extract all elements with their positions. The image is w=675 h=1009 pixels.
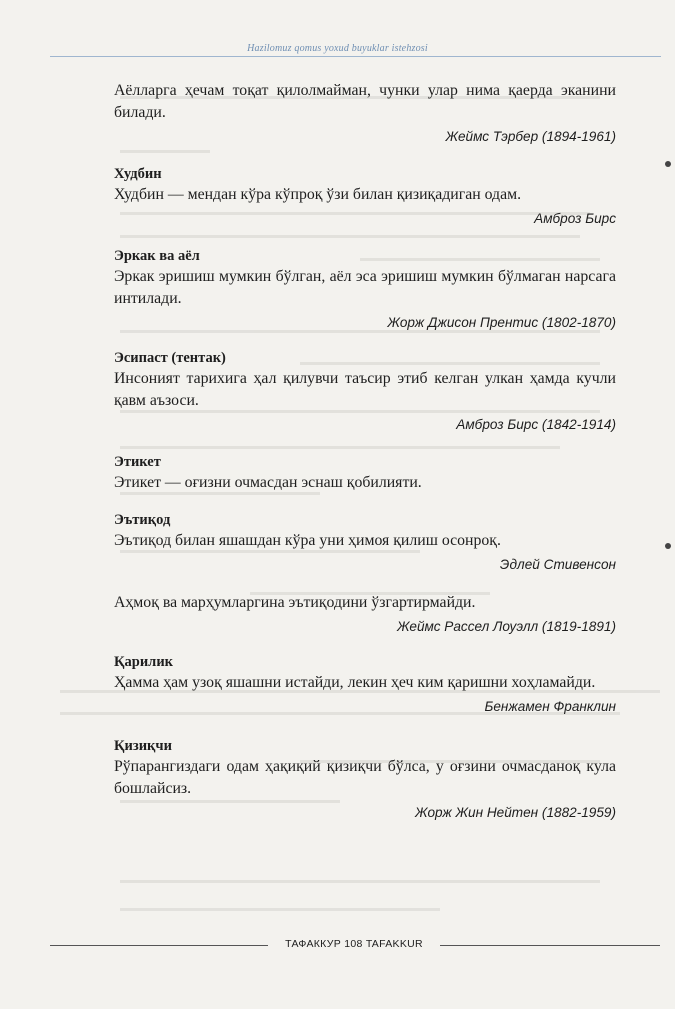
entry-heading: Эътиқод [114, 512, 171, 528]
page-footer [0, 936, 675, 956]
quote-author: Амброз Бирс (1842-1914) [456, 417, 616, 432]
entry-heading: Қарилик [114, 654, 174, 670]
quote-author: Жеймс Тэрбер (1894-1961) [445, 129, 616, 144]
entry [114, 246, 616, 334]
quote-text: Этикет — оғизни очмасдан эснаш қобилияти. [114, 474, 422, 491]
quote-author: Амброз Бирс [534, 211, 616, 226]
quote-text: Аёлларга ҳечам тоқат қилолмайман, чунки улар нима қаерда эканини билади. [114, 82, 616, 121]
quote-text: Эътиқод билан яшашдан кўра уни ҳимоя қилиш осонроқ. [114, 532, 501, 549]
header-rule [50, 56, 661, 57]
running-header: Hazilomuz qomus yoxud buyuklar istehzosi [247, 43, 428, 54]
entry-heading: Эсипаст (тентак) [114, 350, 226, 366]
quote-author: Жорж Джисон Прентис (1802-1870) [387, 315, 616, 330]
entry-heading: Этикет [114, 454, 161, 470]
quote-author: Жорж Жин Нейтен (1882-1959) [415, 805, 616, 820]
entry-heading: Худбин [114, 166, 162, 182]
entry [114, 80, 616, 148]
quote-author: Эдлей Стивенсон [499, 557, 616, 572]
entry [114, 510, 616, 576]
entry [114, 164, 616, 230]
quote-author: Бенжамен Франклин [484, 699, 616, 714]
footer-page-label: ТАФАККУР 108 TAFAKKUR [285, 938, 423, 950]
entry [114, 652, 616, 718]
footer-rule-left [50, 945, 268, 946]
quote-text: Худбин — мендан кўра кўпроқ ўзи билан қизиқадиган одам. [114, 186, 522, 203]
entry [114, 452, 616, 494]
entry-heading: Эркак ва аёл [114, 248, 200, 264]
entry-heading: Қизиқчи [114, 738, 172, 754]
quote-text: Ҳамма ҳам узоқ яшашни истайди, лекин ҳеч ким қаришни хоҳламайди. [114, 674, 596, 691]
entry [114, 736, 616, 824]
quote-author: Жеймс Рассел Лоуэлл (1819-1891) [396, 619, 616, 634]
quote-text: Инсоният тарихига ҳал қилувчи таъсир этиб келган улкан ҳамда кучли қавм аъзоси. [114, 370, 616, 409]
entry [114, 592, 616, 638]
entry [114, 348, 616, 436]
page-content [114, 80, 616, 824]
quote-text: Эркак эришиш мумкин бўлган, аёл эса эришиш мумкин бўлмаган нарсага интилади. [114, 268, 616, 307]
footer-rule-right [440, 945, 660, 946]
quote-text: Рўпарангиздаги одам ҳақиқий қизиқчи бўлса, у оғзини очмасданоқ кула бошлайсиз. [114, 758, 616, 797]
quote-text: Аҳмоқ ва марҳумларгина эътиқодини ўзгартирмайди. [114, 594, 476, 611]
